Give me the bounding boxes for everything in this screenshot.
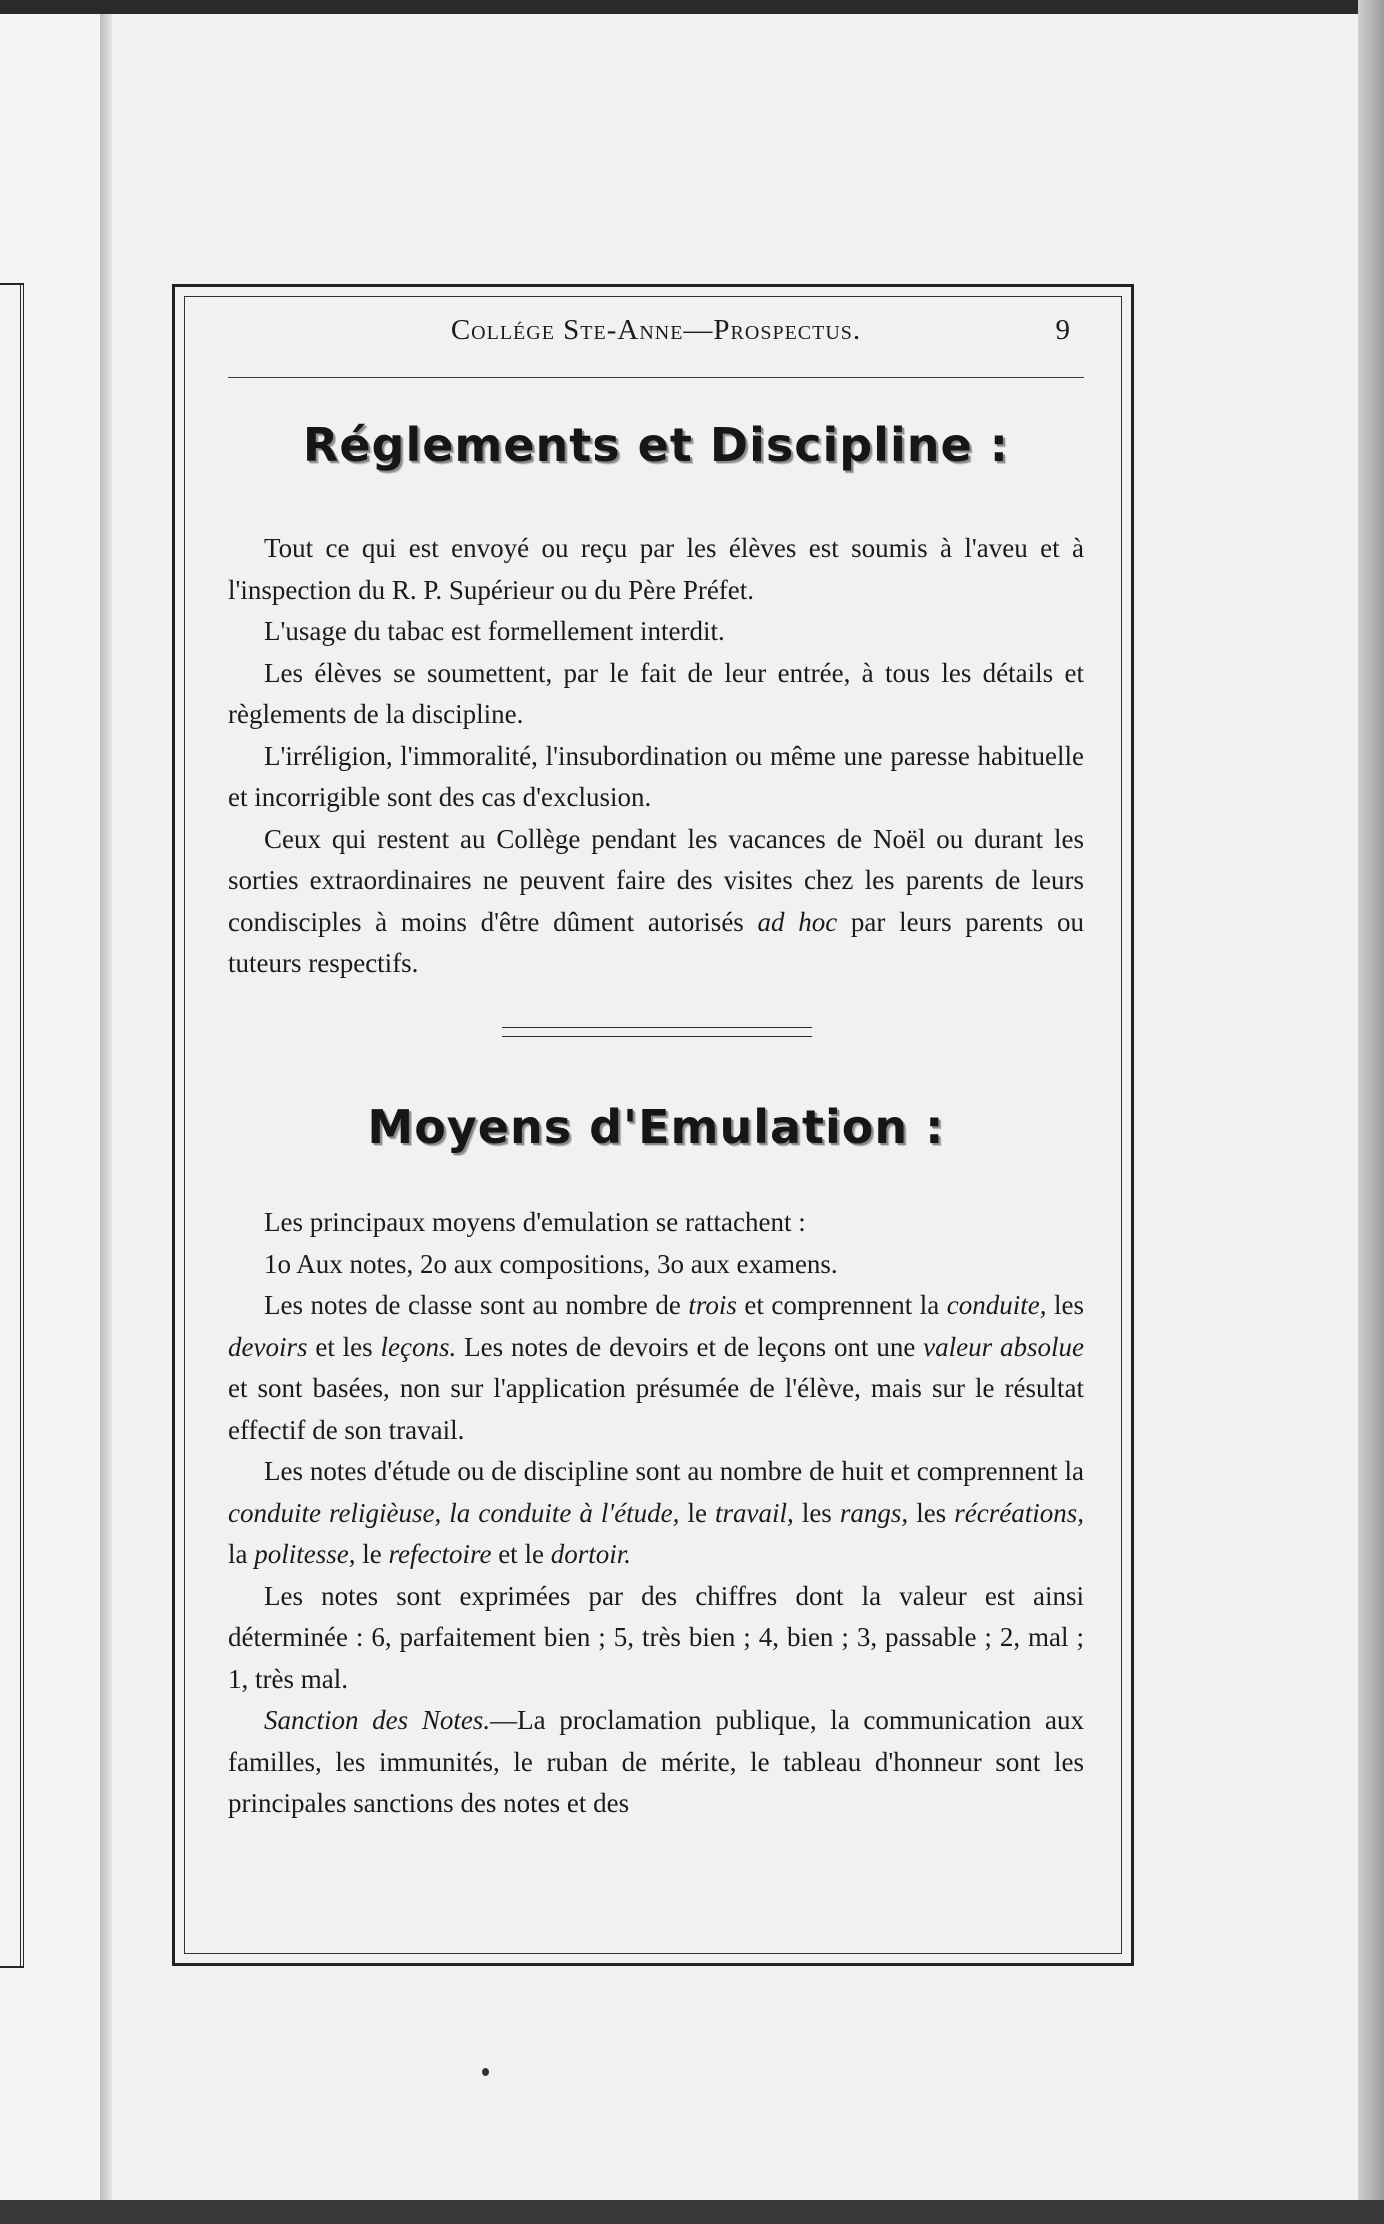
text-run: Les notes de devoirs et de leçons ont une bbox=[456, 1331, 924, 1362]
scan-bottom-edge bbox=[0, 2200, 1384, 2224]
text-run: les bbox=[1046, 1290, 1084, 1320]
paragraph bbox=[228, 1576, 1084, 1701]
paragraph bbox=[228, 1202, 1084, 1244]
italic-run: conduite, bbox=[946, 1290, 1047, 1320]
scan-right-edge bbox=[1358, 0, 1384, 2224]
text-run: 1o Aux notes, 2o aux compositions, 3o aux examens. bbox=[264, 1248, 838, 1279]
text-run: Les notes d'étude ou de discipline sont au nombre de huit et comprennent la bbox=[264, 1456, 1084, 1486]
text-run: Tout ce qui est envoyé ou reçu par les élèves est soumis à l'aveu et à l'inspection du R. P. Supérieur ou du Père Préfet. bbox=[228, 533, 1084, 605]
paragraph bbox=[228, 1700, 1084, 1825]
italic-run: Sanction des Notes. bbox=[264, 1705, 491, 1735]
paragraph bbox=[228, 611, 1084, 653]
text-run: par leurs parents ou tuteurs respectifs. bbox=[228, 906, 1084, 978]
section-title-emulation: Moyens d'Emulation : bbox=[367, 1100, 945, 1154]
section-body-reglements bbox=[228, 528, 1084, 985]
italic-run: récréations, bbox=[954, 1497, 1084, 1528]
paragraph bbox=[228, 653, 1084, 736]
section-body-emulation bbox=[228, 1202, 1084, 1825]
italic-run: leçons. bbox=[380, 1331, 457, 1362]
running-head bbox=[228, 310, 1084, 358]
text-run: et comprennent la bbox=[736, 1290, 947, 1320]
text-run: et le bbox=[491, 1539, 551, 1569]
page-number: 9 bbox=[1055, 314, 1070, 346]
text-run: Les notes de classe sont au nombre de bbox=[264, 1290, 689, 1320]
italic-run: travail, bbox=[715, 1497, 794, 1528]
italic-run: devoirs bbox=[228, 1331, 308, 1362]
ink-speck bbox=[482, 2068, 489, 2076]
text-run: Les notes sont exprimées par des chiffres dont la valeur est ainsi déterminée : 6, parfaitement bien ; 5, très bien ; 4, bien ; 3, passable ; 2, mal ; 1, très mal. bbox=[228, 1580, 1084, 1694]
text-run: et sont basées, non sur l'application présumée de l'élève, mais sur le résultat effectif de son travail. bbox=[228, 1373, 1084, 1445]
paragraph bbox=[228, 1451, 1084, 1576]
text-run: la bbox=[228, 1539, 255, 1569]
facing-page-border bbox=[0, 285, 24, 1968]
paragraph bbox=[228, 736, 1084, 819]
italic-run: ad hoc bbox=[757, 906, 838, 937]
italic-run: rangs, bbox=[839, 1497, 909, 1528]
paragraph bbox=[228, 1244, 1084, 1286]
running-head-title: Collége Ste-Anne—Prospectus. bbox=[450, 314, 862, 346]
italic-run: politesse, bbox=[254, 1539, 356, 1569]
text-run: L'irréligion, l'immoralité, l'insubordination ou même une paresse habituelle et incorrigible sont des cas d'exclusion. bbox=[228, 740, 1084, 812]
text-run: les bbox=[908, 1497, 955, 1528]
text-run: Ceux qui restent au Collège pendant les vacances de Noël ou durant les sorties extraordinaires ne peuvent faire des visites chez les parents de leurs condisciples à moins d'être dûment autorisés bbox=[228, 823, 1084, 937]
paragraph bbox=[228, 1285, 1084, 1451]
text-run: le bbox=[355, 1539, 389, 1569]
text-run: et les bbox=[307, 1331, 381, 1362]
section-title-reglements: Réglements et Discipline : bbox=[302, 418, 1010, 472]
book-gutter bbox=[100, 14, 112, 2200]
text-run: L'usage du tabac est formellement interdit. bbox=[264, 616, 725, 646]
scan-top-edge bbox=[0, 0, 1384, 14]
italic-run: dortoir. bbox=[550, 1539, 631, 1569]
header-rule bbox=[228, 377, 1084, 378]
text-run: —La proclamation publique, la communication aux familles, les immunités, le ruban de mérite, le tableau d'honneur sont les principales sanctions des notes et des bbox=[228, 1705, 1085, 1818]
italic-run: refectoire bbox=[388, 1539, 492, 1569]
facing-page-border-bottom bbox=[0, 1966, 24, 1968]
text-run: le bbox=[679, 1497, 716, 1528]
italic-run: valeur absolue bbox=[923, 1331, 1084, 1362]
text-run: Les élèves se soumettent, par le fait de leur entrée, à tous les détails et règlements de la discipline. bbox=[228, 657, 1084, 729]
paragraph bbox=[228, 819, 1084, 985]
italic-run: conduite religièuse, la conduite à l'étude, bbox=[228, 1497, 680, 1528]
section-separator bbox=[502, 1027, 812, 1037]
italic-run: trois bbox=[688, 1290, 737, 1320]
text-run: Les principaux moyens d'emulation se rattachent : bbox=[264, 1207, 806, 1237]
text-run: les bbox=[793, 1497, 840, 1528]
paragraph bbox=[228, 528, 1084, 611]
